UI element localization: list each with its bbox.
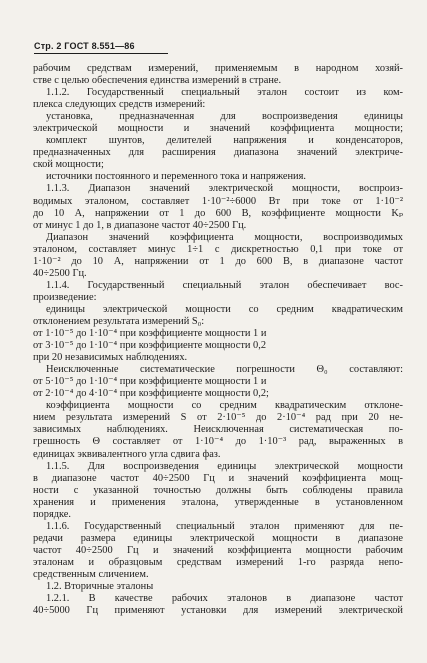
text-line: 1.1.3. Диапазон значений электрической мощности, воспроиз- — [46, 183, 403, 195]
text-line: электрической мощности и значений коэффициента мощности; — [33, 123, 403, 135]
text-line: грешность Θ составляет от 1·10⁻⁴ до 1·10⁻³ рад, выраженных в — [33, 436, 403, 448]
text-line: эталонам и образцовым средствам измерений 1-го разряда непо- — [33, 556, 403, 568]
text-line: хранения и применения эталона, утвержденные в установленном — [33, 496, 403, 508]
text-line: единицах эквивалентного угла сдвига фаз. — [33, 448, 221, 460]
text-line: порядке. — [33, 508, 72, 520]
text-line: частот 40÷2500 Гц и значений коэффициента мощности рабочим — [33, 544, 403, 556]
text-line: 40÷5000 Гц применяют установки для измерений электрической — [33, 605, 403, 617]
text-line: ности с указанной точностью должны быть соблюдены правила — [33, 484, 403, 496]
text-line: ской мощности; — [33, 159, 104, 171]
text-line: единицы электрической мощности со средним квадратическим — [46, 303, 403, 315]
text-line: нием результата измерений S от 2·10⁻⁵ до 2·10⁻⁴ рад при 20 не- — [33, 412, 403, 424]
text-line: 1.1.4. Государственный специальный эталон обеспечивает вос- — [46, 279, 403, 291]
header-rule — [34, 53, 168, 54]
text-line: 1·10⁻² до 10 А, напряжении от 1 до 600 В, в диапазоне частот — [33, 255, 403, 267]
text-line: водимых эталоном, составляет 1·10⁻²÷6000 Вт при токе от 1·10⁻² — [33, 195, 403, 207]
text-line: рабочим средствам измерений, применяемым в народном хозяй- — [33, 63, 403, 74]
text-line: Неисключенные систематические погрешности Θ₀ составляют: — [46, 364, 403, 376]
text-line: коэффициента мощности со средним квадратическим отклоне- — [46, 400, 403, 412]
text-line: от минус 1 до 1, в диапазоне частот 40÷2500 Гц. — [33, 219, 247, 231]
text-line: 40÷2500 Гц. — [33, 267, 87, 279]
text-line: эталоном, составляет минус 1÷1 с дискретностью 0,1 при токе от — [33, 243, 403, 255]
text-line: при 20 независимых наблюдениях. — [33, 352, 188, 364]
text-line: от 2·10⁻⁴ до 4·10⁻⁴ при коэффициенте мощности 0,2; — [33, 388, 269, 400]
text-line: предназначенных для расширения диапазона значений электриче- — [33, 147, 403, 159]
text-line: от 5·10⁻⁵ до 1·10⁻⁴ при коэффициенте мощности 1 и — [33, 376, 267, 388]
text-line: редачи размера единицы электрической мощности в диапазоне — [33, 532, 403, 544]
text-line: от 3·10⁻⁵ до 1·10⁻⁴ при коэффициенте мощности 0,2 — [33, 340, 267, 352]
text-line: средственным сличением. — [33, 568, 149, 580]
text-line: 1.1.6. Государственный специальный эталон применяют для пе- — [46, 520, 403, 532]
section-heading: 1.2. Вторичные эталоны — [46, 581, 154, 593]
text-line: установка, предназначенная для воспроизведения единицы — [46, 111, 403, 123]
text-line: Диапазон значений коэффициента мощности, воспроизводимых — [46, 231, 403, 243]
text-line: стве с целью обеспечения единства измерений в стране. — [33, 75, 282, 87]
text-line: источники постоянного и переменного тока и напряжения. — [46, 171, 306, 183]
text-line: 1.2.1. В качестве рабочих эталонов в диапазоне частот — [46, 593, 403, 605]
text-line: плекса следующих средств измерений: — [33, 99, 206, 111]
document-body — [33, 63, 403, 617]
text-line: зависимых наблюдениях. Неисключенная систематическая по- — [33, 424, 403, 436]
text-line: произведение: — [33, 291, 97, 303]
text-line: 1.1.2. Государственный специальный эталон состоит из ком- — [46, 87, 403, 99]
text-line: до 10 А, напряжении от 1 до 600 В, коэффициенте мощности Kₚ — [33, 207, 403, 219]
text-line: от 1·10⁻⁵ до 1·10⁻⁴ при коэффициенте мощности 1 и — [33, 328, 267, 340]
text-line: отклонением результата измерений S₀: — [33, 315, 205, 327]
text-line: 1.1.5. Для воспроизведения единицы электрической мощности — [46, 460, 403, 472]
text-line: в диапазоне частот 40÷2500 Гц и значений коэффициента мощ- — [33, 472, 403, 484]
page-header: Стр. 2 ГОСТ 8.551—86 — [34, 41, 135, 51]
text-line: комплект шунтов, делителей напряжения и конденсаторов, — [46, 135, 403, 147]
